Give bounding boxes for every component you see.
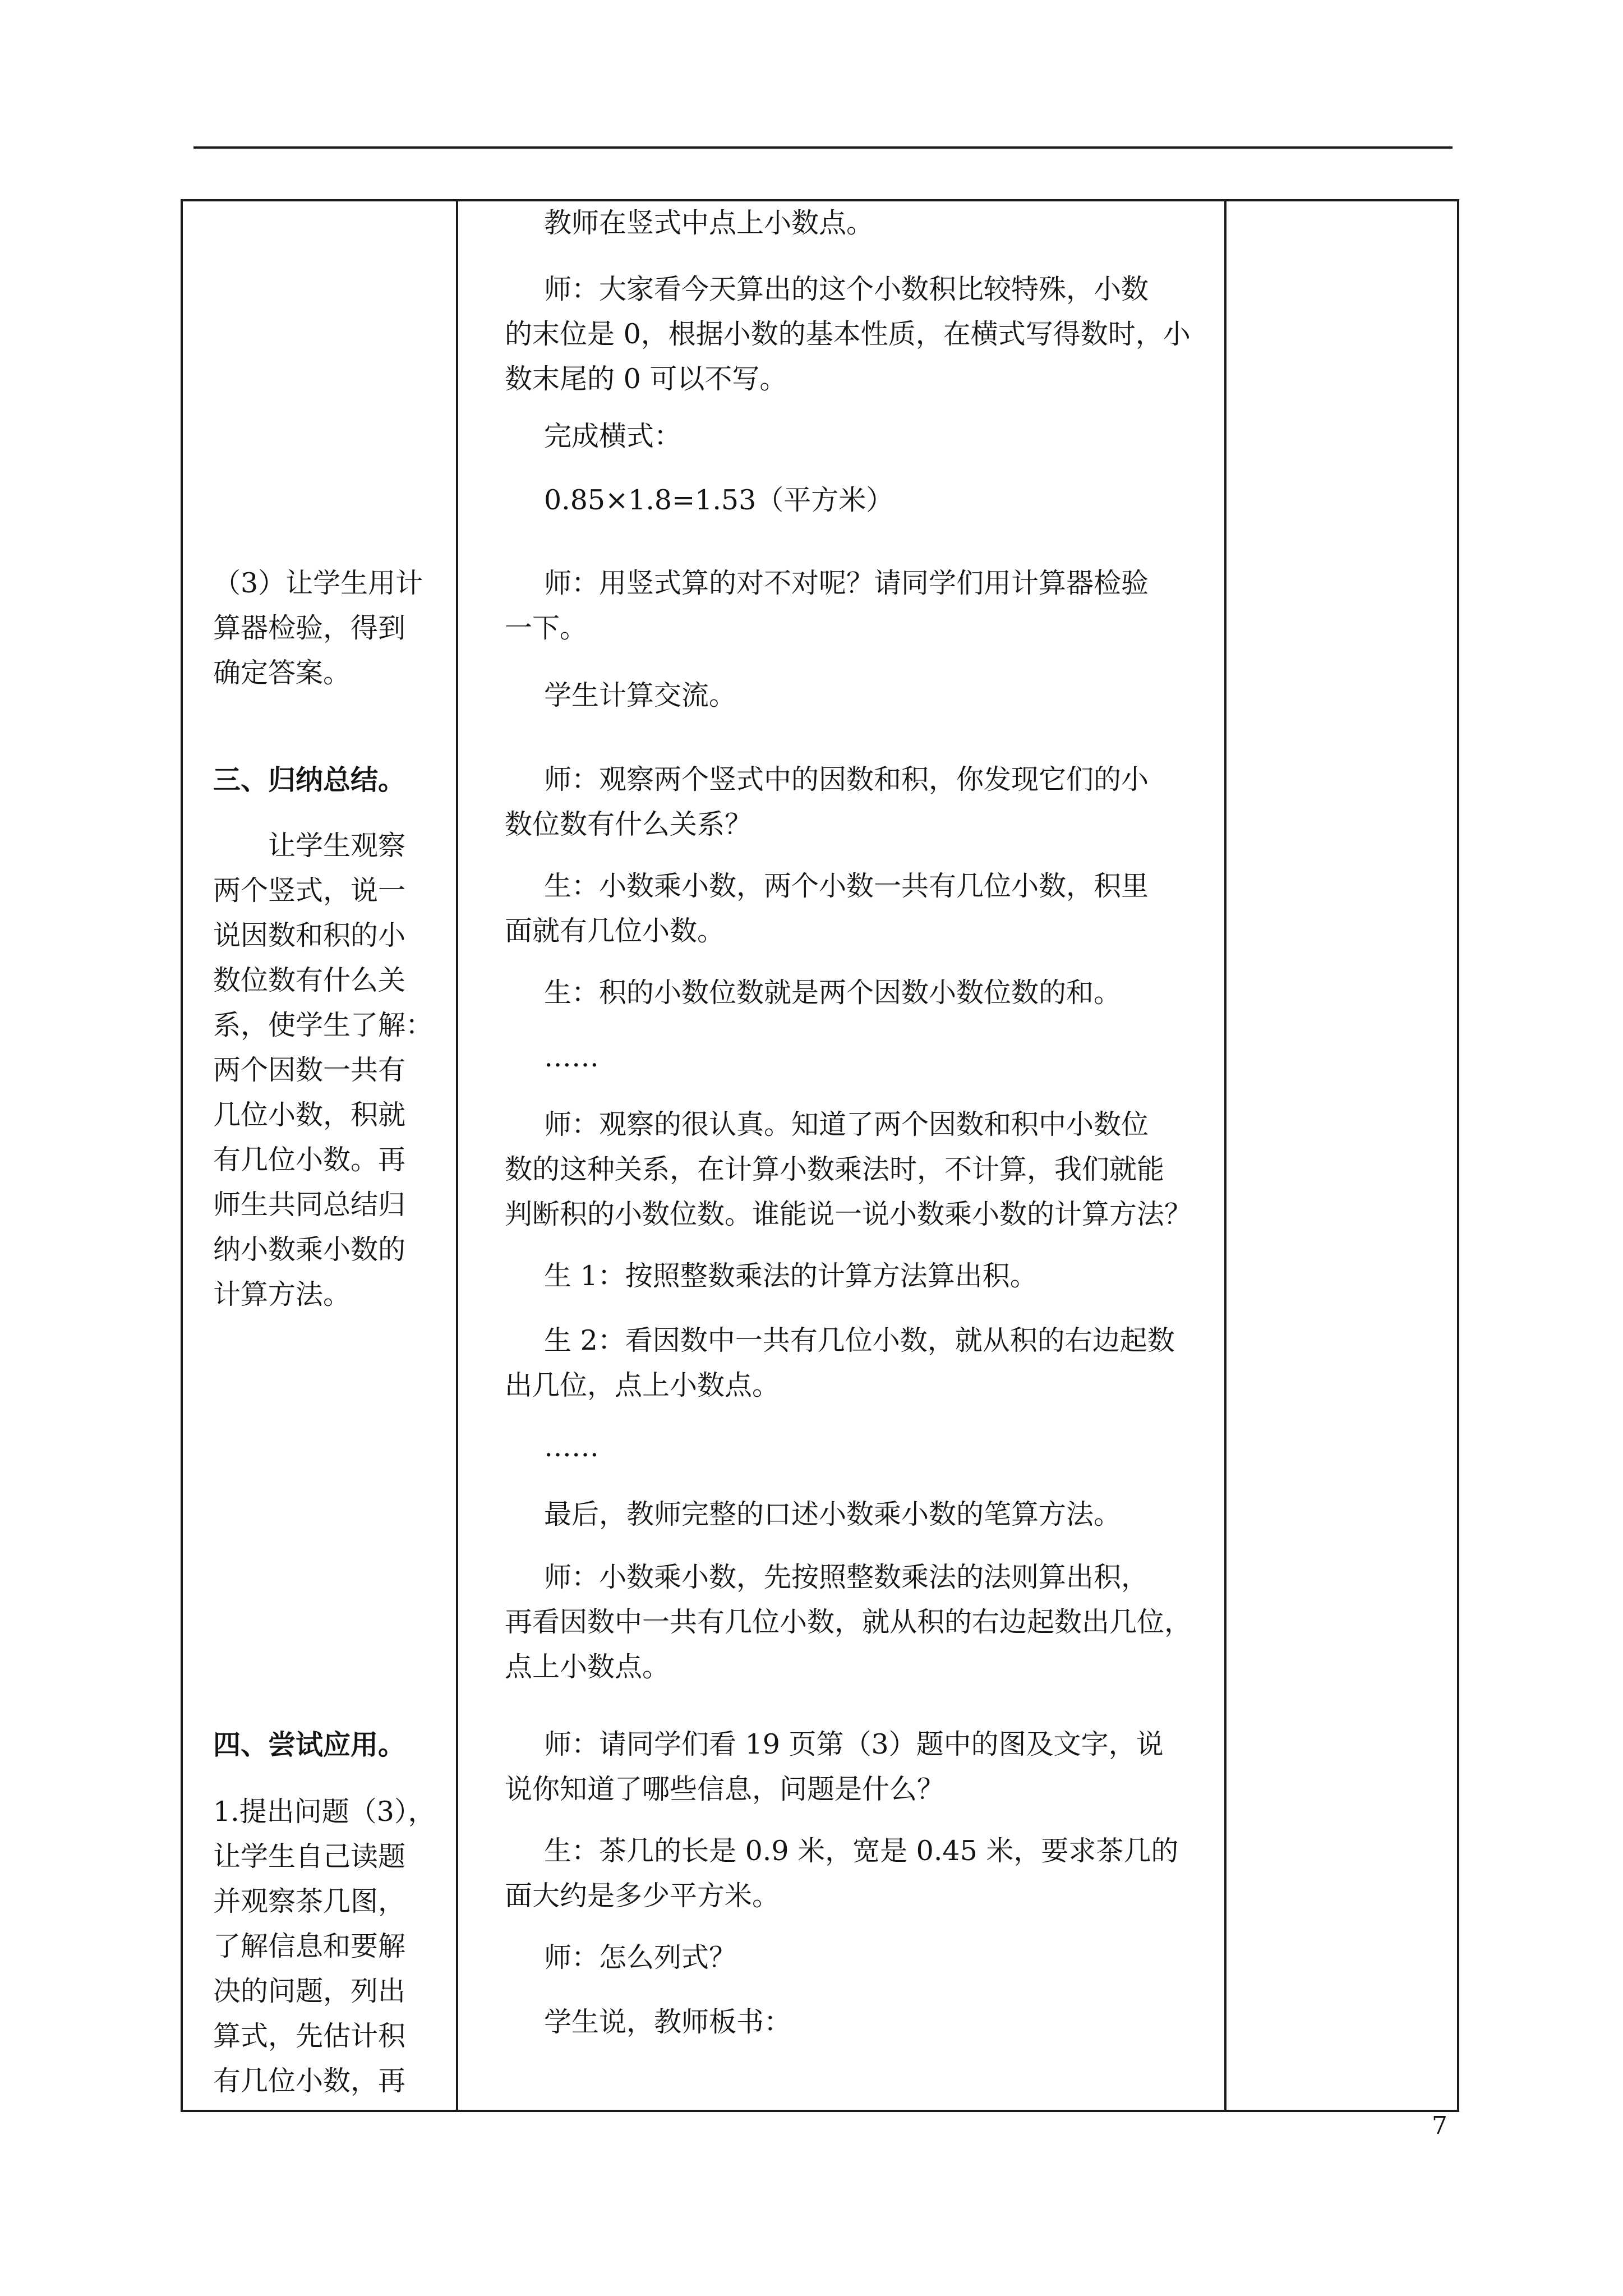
mid-line: 师：观察两个竖式中的因数和积，你发现它们的小	[544, 763, 1149, 795]
mid-line: 学生计算交流。	[544, 679, 737, 711]
page-number: 7	[1432, 2111, 1447, 2140]
mid-line: 教师在竖式中点上小数点。	[544, 207, 874, 239]
mid-line: 生：小数乘小数，两个小数一共有几位小数，积里	[544, 870, 1149, 902]
mid-line: 最后，教师完整的口述小数乘小数的笔算方法。	[544, 1498, 1122, 1530]
mid-line: 再看因数中一共有几位小数，就从积的右边起数出几位，	[505, 1606, 1192, 1638]
left-line: 算式，先估计积	[213, 2020, 406, 2052]
left-line: 系，使学生了解：	[213, 1009, 434, 1041]
left-line: 1.提出问题（3），	[213, 1796, 436, 1828]
mid-line: 完成横式：	[544, 420, 682, 452]
mid-line: 生 2：看因数中一共有几位小数，就从积的右边起数	[544, 1324, 1175, 1356]
left-line: 算器检验，得到	[213, 612, 406, 644]
mid-line: 师：小数乘小数，先按照整数乘法的法则算出积，	[544, 1561, 1149, 1593]
mid-line: 生 1：按照整数乘法的计算方法算出积。	[544, 1260, 1038, 1292]
mid-line: 生：积的小数位数就是两个因数小数位数的和。	[544, 977, 1122, 1009]
left-line: （3）让学生用计	[213, 567, 423, 599]
mid-line: 学生说，教师板书：	[544, 2006, 792, 2038]
left-line: 有几位小数，再	[213, 2065, 406, 2097]
left-line: 几位小数，积就	[213, 1099, 406, 1131]
left-line: 师生共同总结归	[213, 1189, 406, 1221]
mid-line: 师：怎么列式？	[544, 1941, 737, 1973]
mid-line: 数的这种关系，在计算小数乘法时，不计算，我们就能	[505, 1153, 1165, 1185]
header-rule	[193, 146, 1453, 149]
left-line: 确定答案。	[213, 657, 351, 689]
section-heading-summary: 三、归纳总结。	[213, 763, 406, 796]
mid-line: 说你知道了哪些信息，问题是什么？	[505, 1773, 945, 1805]
left-line: 计算方法。	[213, 1278, 351, 1310]
left-line: 说因数和积的小	[213, 919, 406, 951]
mid-line: 生：茶几的长是 0.9 米，宽是 0.45 米，要求茶几的	[544, 1835, 1179, 1867]
left-line: 有几位小数。再	[213, 1144, 406, 1176]
mid-line: 师：大家看今天算出的这个小数积比较特殊，小数	[544, 273, 1149, 305]
mid-line: 面就有几位小数。	[505, 915, 725, 947]
mid-line: 判断积的小数位数。谁能说一说小数乘小数的计算方法？	[505, 1198, 1192, 1230]
left-line: 并观察茶几图，	[213, 1885, 406, 1917]
left-line: 了解信息和要解	[213, 1930, 406, 1962]
left-line: 数位数有什么关	[213, 964, 406, 996]
left-line: 纳小数乘小数的	[213, 1234, 406, 1266]
mid-line: 一下。	[505, 612, 588, 644]
section-heading-apply: 四、尝试应用。	[213, 1728, 406, 1761]
mid-line: 师：用竖式算的对不对呢？请同学们用计算器检验	[544, 567, 1149, 599]
column-divider-left	[456, 201, 458, 2110]
mid-line: 师：请同学们看 19 页第（3）题中的图及文字，说	[544, 1728, 1164, 1760]
mid-line: 的末位是 0，根据小数的基本性质，在横式写得数时，小	[505, 318, 1191, 350]
left-line: 两个因数一共有	[213, 1054, 406, 1086]
mid-line: ……	[544, 1431, 599, 1463]
left-line: 两个竖式，说一	[213, 875, 406, 907]
mid-line: 数位数有什么关系？	[505, 808, 753, 840]
left-line: 让学生观察	[213, 830, 406, 862]
mid-line: 0.85×1.8=1.53（平方米）	[544, 484, 894, 516]
left-line: 决的问题，列出	[213, 1975, 406, 2007]
mid-line: 面大约是多少平方米。	[505, 1880, 780, 1912]
left-line: 让学生自己读题	[213, 1841, 406, 1872]
mid-line: 出几位，点上小数点。	[505, 1369, 780, 1401]
mid-line: 数末尾的 0 可以不写。	[505, 363, 787, 395]
mid-line: 师：观察的很认真。知道了两个因数和积中小数位	[544, 1108, 1149, 1140]
mid-line: 点上小数点。	[505, 1651, 670, 1683]
mid-line: ……	[544, 1041, 599, 1073]
